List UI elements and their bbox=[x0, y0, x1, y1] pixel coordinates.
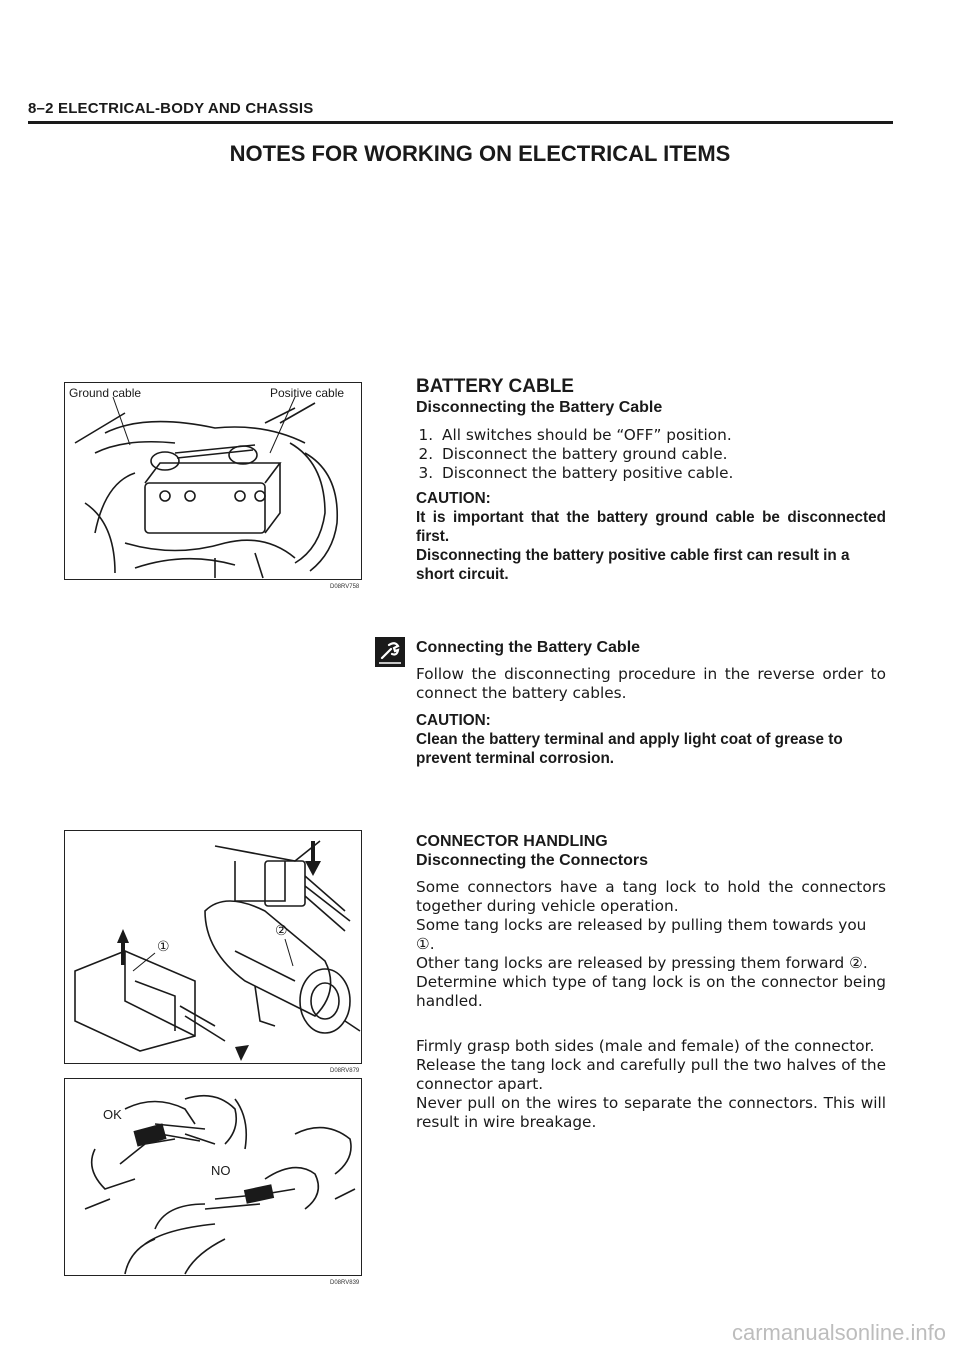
connector-subheading: Disconnecting the Connectors bbox=[416, 852, 649, 869]
callout-2-label: ② bbox=[275, 923, 288, 939]
connector-figure bbox=[64, 830, 362, 1064]
connector-paragraph: Some tang locks are released by pulling them towards you ①. bbox=[416, 916, 867, 953]
battery-steps bbox=[416, 426, 886, 483]
step-item: 3. Disconnect the battery positive cable. bbox=[438, 464, 886, 483]
watermark-text: carmanualsonline.info bbox=[731, 1320, 946, 1345]
caution-text: Clean the battery terminal and apply light coat of grease to prevent terminal corrosion. bbox=[416, 731, 843, 767]
page-title: NOTES FOR WORKING ON ELECTRICAL ITEMS bbox=[229, 141, 731, 166]
callout-1-label: ① bbox=[157, 939, 170, 955]
caution-label: CAUTION: bbox=[416, 712, 491, 729]
header-rule bbox=[28, 121, 893, 124]
connector-paragraph: Release the tang lock and carefully pull the two halves of the connector apart. bbox=[416, 1056, 886, 1093]
connector-section bbox=[416, 832, 886, 1132]
hands-illustration bbox=[65, 1079, 361, 1275]
step-item: 1. All switches should be “OFF” position. bbox=[438, 426, 886, 445]
step-item: 2. Disconnect the battery ground cable. bbox=[438, 445, 886, 464]
connecting-subheading: Connecting the Battery Cable bbox=[416, 639, 641, 656]
connector-paragraph: Never pull on the wires to separate the connectors. This will result in wire breakage. bbox=[416, 1094, 886, 1131]
section-header: 8–2 ELECTRICAL-BODY AND CHASSIS bbox=[28, 100, 314, 117]
figure-code: D08RV758 bbox=[330, 584, 360, 590]
connector-paragraph: Firmly grasp both sides (male and female) of the connector. bbox=[416, 1037, 875, 1055]
caution-label: CAUTION: bbox=[416, 490, 491, 507]
battery-section bbox=[416, 377, 886, 584]
battery-illustration bbox=[65, 383, 361, 579]
hands-figure bbox=[64, 1078, 362, 1276]
connecting-section bbox=[416, 638, 886, 768]
ok-label: OK bbox=[103, 1107, 122, 1122]
positive-cable-label: Positive cable bbox=[270, 386, 345, 400]
battery-heading: BATTERY CABLE bbox=[416, 376, 574, 397]
ground-cable-label: Ground cable bbox=[69, 386, 142, 400]
battery-figure bbox=[64, 382, 362, 580]
connecting-text: Follow the disconnecting procedure in the reverse order to connect the battery cables. bbox=[416, 665, 886, 702]
connector-illustration bbox=[65, 831, 361, 1063]
caution-text: Disconnecting the battery positive cable first can result in a short circuit. bbox=[416, 547, 850, 583]
battery-subheading: Disconnecting the Battery Cable bbox=[416, 399, 663, 416]
figure-code: D08RV879 bbox=[330, 1068, 360, 1074]
connector-paragraph: Some connectors have a tang lock to hold the connectors together during vehicle operation. bbox=[416, 878, 886, 915]
wrench-note-icon bbox=[375, 637, 405, 667]
figure-code: D08RV839 bbox=[330, 1280, 360, 1286]
no-label: NO bbox=[211, 1163, 231, 1178]
connector-paragraph: Other tang locks are released by pressing them forward ②. bbox=[416, 954, 868, 972]
connector-paragraph: Determine which type of tang lock is on the connector being handled. bbox=[416, 973, 886, 1010]
connector-heading: CONNECTOR HANDLING bbox=[416, 833, 608, 850]
caution-text: It is important that the battery ground cable be disconnected first. bbox=[416, 509, 886, 545]
